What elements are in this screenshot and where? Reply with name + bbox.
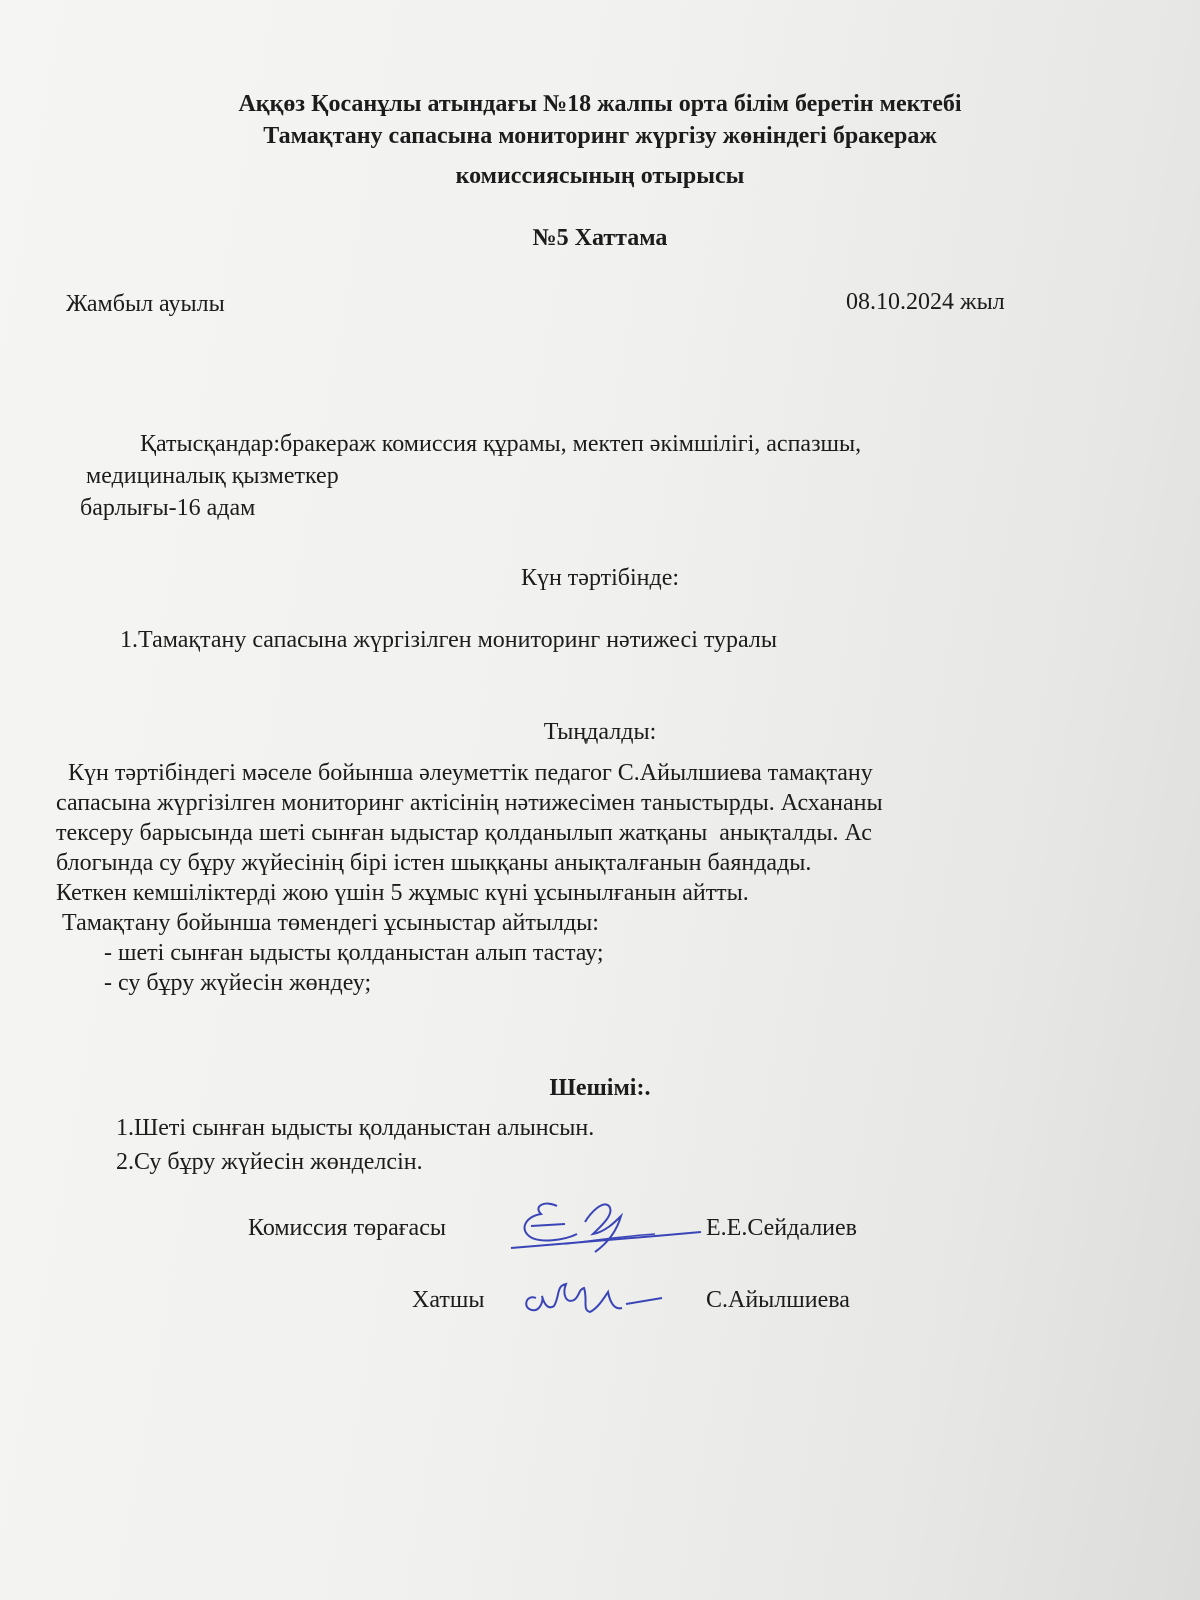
decision-item-2: 2.Су бұру жүйесін жөнделсін. <box>116 1149 423 1175</box>
decision-item-1: 1.Шеті сынған ыдысты қолданыстан алынсын. <box>116 1115 595 1141</box>
commission-heading: Тамақтану сапасына мониторинг жүргізу жөніндегі бракераж <box>263 123 937 149</box>
agenda-item-1: 1.Тамақтану сапасына жүргізілген мониторинг нәтижесі туралы <box>120 627 777 653</box>
secretary-label: Хатшы <box>412 1287 485 1313</box>
secretary-signature <box>518 1270 668 1320</box>
participants-total: барлығы-16 адам <box>80 495 256 521</box>
chair-label: Комиссия төрағасы <box>248 1215 446 1241</box>
agenda-title: Күн тәртібінде: <box>520 565 680 591</box>
heard-line: Тамақтану бойынша төмендегі ұсыныстар айтылды: <box>56 910 599 936</box>
protocol-number: №5 Хаттама <box>532 225 668 251</box>
secretary-name: С.Айылшиева <box>706 1287 850 1313</box>
chair-signature <box>505 1192 705 1262</box>
decision-title: Шешімі:. <box>549 1075 651 1101</box>
participants-line-2: медициналық қызметкер <box>86 463 339 489</box>
recommendation-item: - шеті сынған ыдысты қолданыстан алып тастау; <box>56 940 604 966</box>
place-label: Жамбыл ауылы <box>66 291 225 317</box>
heard-line: сапасына жүргізілген мониторинг актісінің нәтижесімен таныстырды. Асхананы <box>56 790 883 816</box>
date-label: 08.10.2024 жыл <box>846 289 1005 315</box>
heard-line: Күн тәртібіндегі мәселе бойынша әлеуметтік педагог С.Айылшиева тамақтану <box>56 760 873 786</box>
heard-line: Кеткен кемшіліктерді жою үшін 5 жұмыс күні ұсынылғанын айтты. <box>56 880 749 906</box>
heard-line: блогында су бұру жүйесінің бірі істен шыққаны анықталғанын баяндады. <box>56 850 812 876</box>
participants-line-1: Қатысқандар:бракераж комиссия құрамы, мектеп әкімшілігі, аспазшы, <box>140 431 862 457</box>
heard-title: Тыңдалды: <box>543 719 657 745</box>
chair-name: Е.Е.Сейдалиев <box>706 1215 857 1241</box>
school-name-heading: Аққөз Қосанұлы атындағы №18 жалпы орта білім беретін мектебі <box>238 91 962 117</box>
recommendation-item: - су бұру жүйесін жөндеу; <box>56 970 372 996</box>
heard-paragraph <box>56 758 1136 998</box>
meeting-heading: комиссиясының отырысы <box>455 163 745 189</box>
heard-line: тексеру барысында шеті сынған ыдыстар қолданылып жатқаны анықталды. Ас <box>56 820 872 846</box>
